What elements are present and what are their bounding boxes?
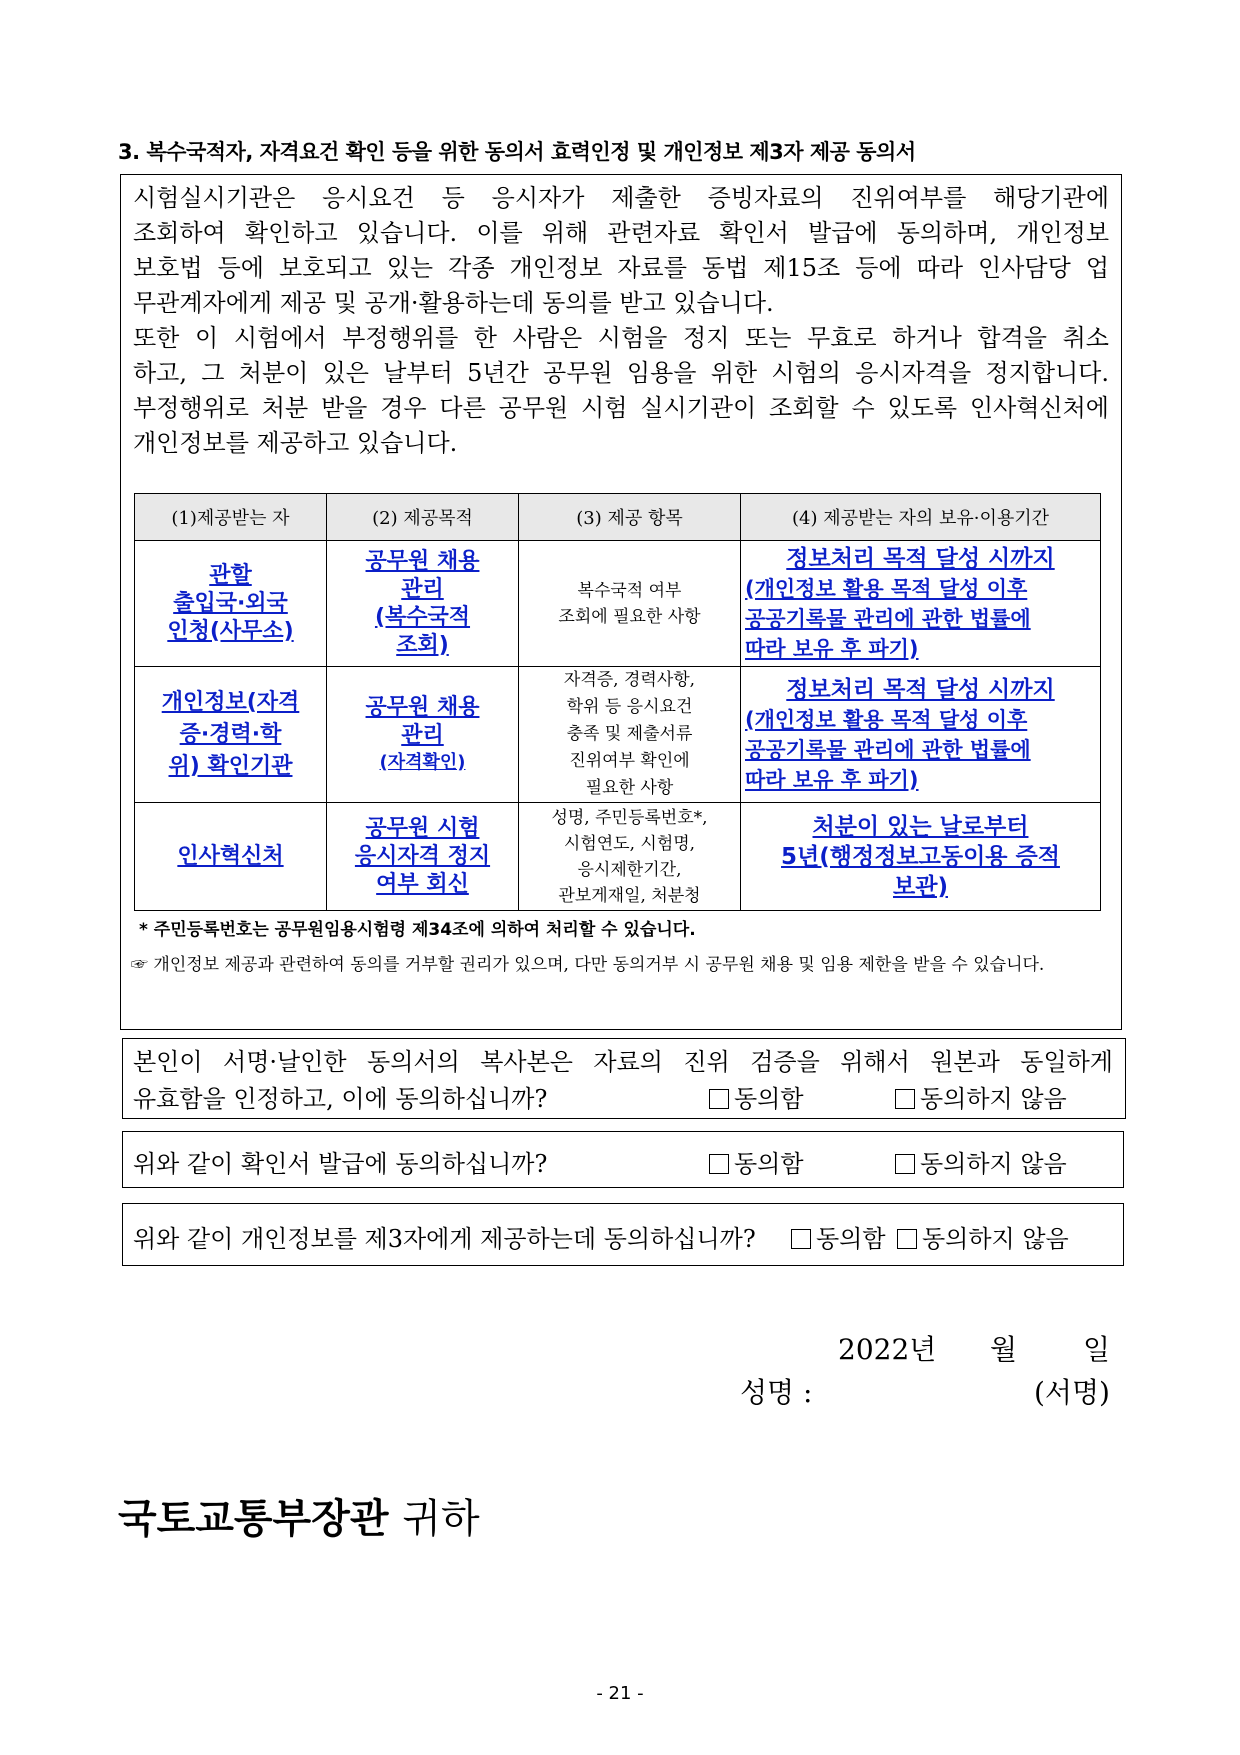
question-text: 위와 같이 확인서 발급에 동의하십니까? xyxy=(133,1150,548,1178)
consent-info-box xyxy=(120,174,1122,1030)
cell-period: 정보처리 목적 달성 시까지 (개인정보 활용 목적 달성 이후 공공기록물 관리에 관한 법률에 따라 보유 후 파기) xyxy=(741,541,1101,667)
signature-name-label: 성명 : xyxy=(740,1376,813,1409)
question-certificate-issuance xyxy=(122,1131,1124,1188)
header-recipient: (1)제공받는 자 xyxy=(135,494,327,541)
disagree-checkbox[interactable] xyxy=(895,1089,915,1109)
intro-line: 하고, 그 처분이 있은 날부터 5년간 공무원 임용을 위한 시험의 응시자격을 정지합니다. xyxy=(133,359,1109,387)
header-purpose: (2) 제공목적 xyxy=(327,494,519,541)
question-third-party-provision xyxy=(122,1203,1124,1266)
header-period: (4) 제공받는 자의 보유·이용기간 xyxy=(741,494,1101,541)
intro-line: 또한 이 시험에서 부정행위를 한 사람은 시험을 정지 또는 무효로 하거나 합격을 취소 xyxy=(133,324,1109,352)
table-row xyxy=(135,541,1101,667)
signature-year: 2022년 xyxy=(838,1333,937,1366)
intro-line: 시험실시기관은 응시요건 등 응시자가 제출한 증빙자료의 진위여부를 해당기관에 xyxy=(133,184,1109,212)
intro-line: 조회하여 확인하고 있습니다. 이를 위해 관련자료 확인서 발급에 동의하며, 개인정보 xyxy=(133,219,1109,247)
question-text: 위와 같이 개인정보를 제3자에게 제공하는데 동의하십니까? xyxy=(133,1225,756,1253)
disagree-option[interactable]: 동의하지 않음 xyxy=(895,1144,1067,1179)
table-row xyxy=(135,667,1101,803)
cell-recipient: 인사혁신처 xyxy=(135,803,327,911)
disagree-checkbox[interactable] xyxy=(897,1229,917,1249)
question-copy-validity xyxy=(122,1038,1126,1119)
page-number: - 21 - xyxy=(596,1683,644,1704)
question-text: 본인이 서명·날인한 동의서의 복사본은 자료의 진위 검증을 위해서 원본과 동일하게 xyxy=(133,1048,1113,1076)
agree-option[interactable]: 동의함 xyxy=(709,1079,804,1114)
agree-checkbox[interactable] xyxy=(709,1089,729,1109)
table-header-row xyxy=(135,494,1101,541)
cell-items: 복수국적 여부 조회에 필요한 사항 xyxy=(519,541,741,667)
cell-purpose: 공무원 채용 관리 (자격확인) xyxy=(327,667,519,803)
recipient-title: 국토교통부장관 귀하 xyxy=(118,1496,480,1542)
cell-items: 성명, 주민등록번호*, 시험연도, 시험명, 응시제한기간, 관보게재일, 처분청 xyxy=(519,803,741,911)
cell-purpose: 공무원 채용 관리 (복수국적 조회) xyxy=(327,541,519,667)
refusal-right-note: ☞ 개인정보 제공과 관련하여 동의를 거부할 권리가 있으며, 다만 동의거부 시 공무원 채용 및 임용 제한을 받을 수 있습니다. xyxy=(131,955,1045,975)
provision-table xyxy=(134,493,1101,911)
signature-sign-label: (서명) xyxy=(1034,1376,1110,1409)
cell-period: 처분이 있는 날로부터 5년(행정정보고동이용 증적 보관) xyxy=(741,803,1101,911)
cell-items: 자격증, 경력사항, 학위 등 응시요건 충족 및 제출서류 진위여부 확인에 필요한 사항 xyxy=(519,667,741,803)
agree-checkbox[interactable] xyxy=(709,1154,729,1174)
disagree-option[interactable]: 동의하지 않음 xyxy=(895,1079,1067,1114)
signature-day: 일 xyxy=(1083,1333,1111,1366)
intro-line: 보호법 등에 보호되고 있는 각종 개인정보 자료를 동법 제15조 등에 따라 인사담당 업 xyxy=(133,254,1109,282)
cell-purpose: 공무원 시험 응시자격 정지 여부 회신 xyxy=(327,803,519,911)
disagree-option[interactable]: 동의하지 않음 xyxy=(897,1219,1069,1254)
intro-line: 무관계자에게 제공 및 공개·활용하는데 동의를 받고 있습니다. xyxy=(133,289,774,317)
cell-recipient: 개인정보(자격 증·경력·학 위) 확인기관 xyxy=(135,667,327,803)
table-row xyxy=(135,803,1101,911)
intro-line: 개인정보를 제공하고 있습니다. xyxy=(133,429,458,457)
header-items: (3) 제공 항목 xyxy=(519,494,741,541)
section-title: 3. 복수국적자, 자격요건 확인 등을 위한 동의서 효력인정 및 개인정보 제3자 제공 동의서 xyxy=(118,140,916,164)
question-text: 유효함을 인정하고, 이에 동의하십니까? xyxy=(133,1085,548,1113)
agree-option[interactable]: 동의함 xyxy=(791,1219,886,1254)
intro-line: 부정행위로 처분 받을 경우 다른 공무원 시험 실시기관이 조회할 수 있도록 인사혁신처에 xyxy=(133,394,1109,422)
signature-month: 월 xyxy=(990,1333,1018,1366)
agree-checkbox[interactable] xyxy=(791,1229,811,1249)
agree-option[interactable]: 동의함 xyxy=(709,1144,804,1179)
resident-number-note: * 주민등록번호는 공무원임용시험령 제34조에 의하여 처리할 수 있습니다. xyxy=(139,920,696,940)
disagree-checkbox[interactable] xyxy=(895,1154,915,1174)
cell-recipient: 관할 출입국·외국 인청(사무소) xyxy=(135,541,327,667)
cell-period: 정보처리 목적 달성 시까지 (개인정보 활용 목적 달성 이후 공공기록물 관리에 관한 법률에 따라 보유 후 파기) xyxy=(741,667,1101,803)
